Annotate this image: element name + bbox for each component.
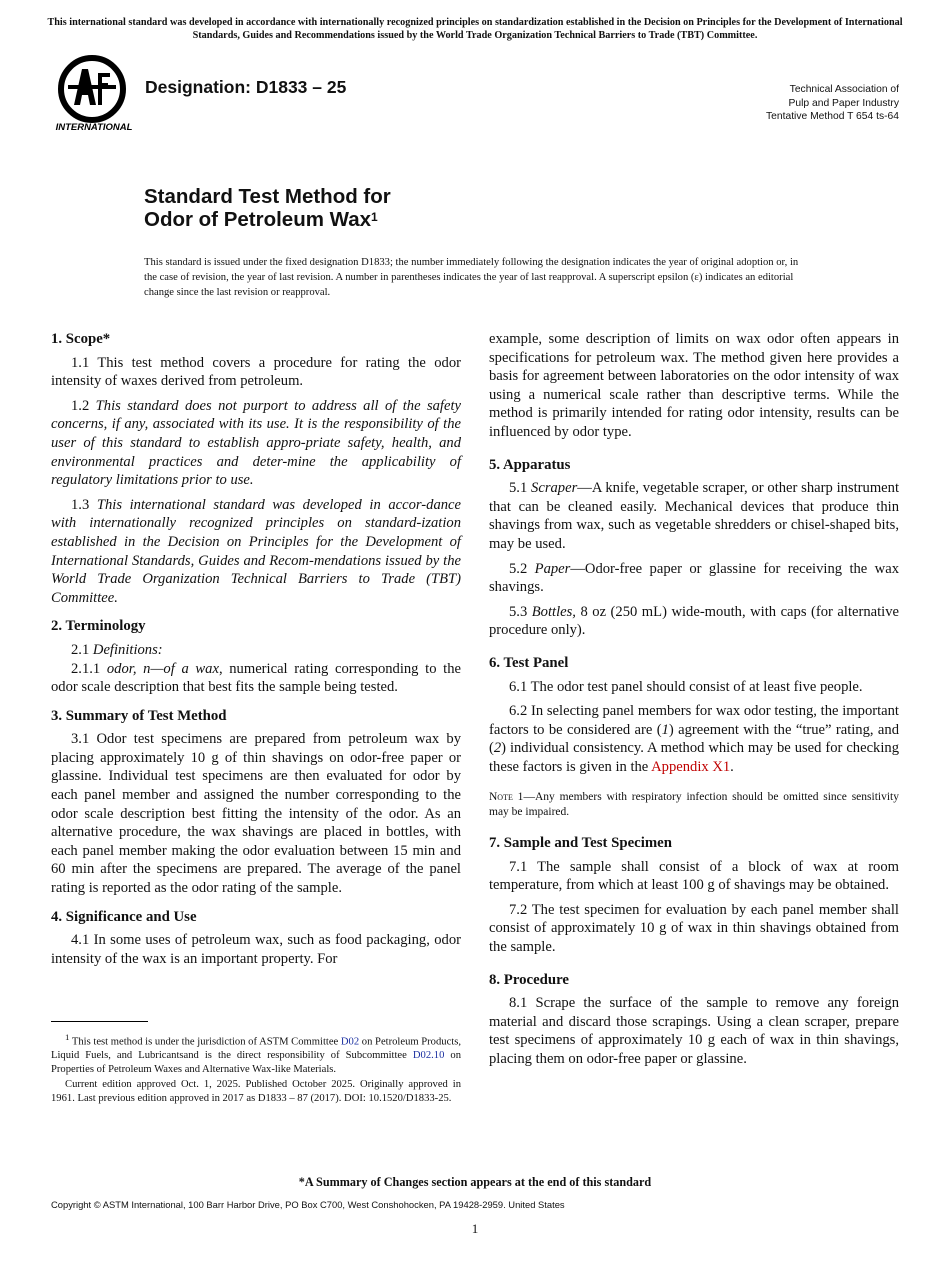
section-heading: 1. Scope* (51, 331, 111, 347)
footnote-mark: 1 (65, 1032, 70, 1042)
section-heading: 5. Apparatus (489, 456, 571, 473)
para-text: This international standard was developed in accor-dance with internationally recognized principles on standard-ization established in the Decision on Principles for the Development of International Standards, Guides and Recom-mendations issued by the World Trade Organization Technical Barriers to Trade (TBT) Committee. (51, 496, 461, 606)
title-line-2 (144, 208, 391, 231)
section-heading: 2. Terminology (51, 618, 146, 635)
para-number: 2.1 (71, 641, 90, 658)
para-number: 5.2 (509, 560, 528, 577)
astm-logo (52, 55, 136, 133)
committee-d02-link[interactable]: D02 (340, 1036, 360, 1048)
paragraph (489, 560, 899, 597)
footnote-1 (51, 1031, 461, 1076)
para-number: 5.1 (509, 480, 528, 497)
para-number: 1.3 (71, 496, 90, 513)
paragraph (51, 496, 461, 608)
para-text: . (730, 758, 734, 775)
left-column (51, 330, 461, 974)
designation: Designation: D1833 – 25 (145, 77, 347, 97)
note-text: —Any members with respiratory infection should be omitted since sensitivity may be impaired. (489, 791, 899, 819)
paragraph: 7.2 The test specimen for evaluation by each panel member shall consist of approximately 10 g of wax in thin shavings obtained from the sample. (489, 901, 899, 956)
term: Paper (534, 560, 571, 577)
section-heading: 3. Summary of Test Method (51, 707, 227, 724)
astm-logo-icon (52, 55, 136, 133)
para-text: This standard does not purport to address all of the safety concerns, if any, associated with its use. It is the responsibility of the user of this standard to establish appro-priate safety, health, and environmental practices and deter-mine the applicability of regulatory limitations prior to use. (51, 397, 461, 489)
page-title (144, 185, 391, 231)
subcommittee-d02-10-link[interactable]: D02.10 (412, 1050, 445, 1062)
title-footnote-mark: 1 (371, 210, 378, 224)
para-number: 1.2 (71, 397, 90, 414)
term: Bottles, (531, 603, 576, 620)
term: odor, n—of a wax (106, 660, 219, 677)
paragraph: 3.1 Odor test specimens are prepared from petroleum wax by placing approximately 10 g of thin shavings on odor-free paper or glassine. Individual test specimens are then evaluated for odor by each panel member and assigned the number corresponding to the odor scale description best fitting the intensity of the odor. As an alternative procedure, the wax shavings are placed in bottles, with each panel member making the odor evaluation between 15 min and 60 min after the specimens are prepared. The average of the panel rating is reported as the odor rating of the sample. (51, 731, 461, 897)
paragraph: 7.1 The sample shall consist of a block of wax at room temperature, from which at least 100 g of shavings may be obtained. (489, 858, 899, 894)
tappi-line: Technical Association of (789, 84, 899, 95)
footnote-text: on Properties of Petroleum Waxes and Alternative Wax-like Materials. (51, 1050, 461, 1075)
para-text: , numerical rating corresponding to the odor scale description that best fits the sample being tested. (51, 660, 462, 696)
para-text: ) agreement with the “true” rating, and ( (489, 721, 899, 757)
para-text: ) individual consistency. A method which may be used for checking these factors is given in the (489, 740, 899, 775)
paragraph: example, some description of limits on wax odor often appears in specifications for petroleum wax. The method given here provides a basis for agreement between laboratories on the odor intensity of wax using a numerical scale rather than descriptive terms. While the method is primarily intended for rating odor intensity, results can be influenced by odor type. (489, 331, 899, 440)
footnotes (51, 1031, 461, 1106)
para-number: 2.1.1 (71, 660, 101, 677)
title-text: Odor of Petroleum Wax (144, 208, 372, 231)
tappi-line: Pulp and Paper Industry (788, 97, 899, 109)
section-heading: 8. Procedure (489, 971, 569, 988)
note-label: Note 1 (489, 791, 524, 804)
tappi-line: Tentative Method T 654 ts-64 (766, 111, 899, 122)
para-text: —A knife, vegetable scraper, or other sharp instrument that can be cleaned easily. Mechanical devices that produce thin shavings from wax, such as vegetable shredders or chisel-shaped bits, may be used. (489, 480, 899, 552)
copyright: Copyright © ASTM International, 100 Barr Harbor Drive, PO Box C700, West Conshohocken, PA 19428-2959. United States (51, 1199, 565, 1210)
paragraph (489, 479, 899, 553)
para-number: 2 (493, 740, 502, 757)
section-heading: 4. Significance and Use (51, 908, 197, 925)
footnote-text: on Petroleum Products, Liquid Fuels, and Lubricantsand is the direct responsibility of Subcommittee (51, 1036, 461, 1062)
paragraph: 6.1 The odor test panel should consist of at least five people. (509, 678, 863, 695)
para-number: 1 (661, 721, 669, 738)
logo-text: INTERNATIONAL (55, 122, 133, 133)
footnote-text: This test method is under the jurisdiction of ASTM Committee (71, 1036, 341, 1048)
section-heading: 6. Test Panel (489, 654, 569, 671)
section-heading: 7. Sample and Test Specimen (489, 835, 672, 852)
issued-statement: This standard is issued under the fixed designation D1833; the number immediately following the designation indicates the year of original adoption or, in the case of revision, the year of last revision. A number in parentheses indicates the year of last reapproval. A superscript epsilon (ε) indicates an editorial change since the last revision or reapproval. (144, 257, 799, 298)
paragraph: 4.1 In some uses of petroleum wax, such as food packaging, odor intensity of the wax is an important property. For (51, 932, 461, 967)
paragraph (51, 641, 461, 660)
para-text: Definitions: (92, 641, 163, 658)
paragraph: 8.1 Scrape the surface of the sample to remove any foreign material and discard those scrapings. Using a clean scraper, prepare test specimens of approximately 10 g each of wax in thin shavings, placing them on odor-free paper or glassine. (489, 995, 899, 1067)
note-1 (489, 790, 899, 820)
paragraph: 1.1 This test method covers a procedure for rating the odor intensity of waxes derived from petroleum. (51, 354, 461, 390)
footnote-divider (51, 1021, 148, 1022)
paragraph (489, 603, 899, 640)
top-notice: This international standard was developed in accordance with internationally recognized principles on standardization established in the Decision on Principles for the Development of International Standards, Guides and Recommendations issued by the World Trade Organization Technical Barriers to Trade (TBT) Committee. (47, 17, 903, 41)
para-text: 6.2 In selecting panel members for wax odor testing, the important factors to be considered are ( (489, 703, 899, 738)
summary-of-changes-note: *A Summary of Changes section appears at the end of this standard (298, 1175, 652, 1189)
paragraph (51, 397, 461, 490)
term: Scraper (531, 480, 578, 497)
para-text: —Odor-free paper or glassine for receiving the wax shavings. (489, 560, 899, 596)
right-column (489, 330, 899, 1075)
page-number: 1 (471, 1221, 479, 1236)
title-line-1: Standard Test Method for (144, 185, 391, 208)
footnote-edition: Current edition approved Oct. 1, 2025. Published October 2025. Originally approved in 1961. Last previous edition approved in 2017 as D1833 – 87 (2017). DOI: 10.1520/D1833-25. (51, 1079, 461, 1104)
appendix-x1-link[interactable]: Appendix X1 (651, 758, 731, 775)
para-number: 5.3 (509, 603, 528, 620)
paragraph (51, 660, 461, 697)
paragraph (489, 702, 899, 776)
tappi-reference (766, 83, 899, 124)
para-text: 8 oz (250 mL) wide-mouth, with caps (for alternative procedure only). (489, 603, 899, 639)
